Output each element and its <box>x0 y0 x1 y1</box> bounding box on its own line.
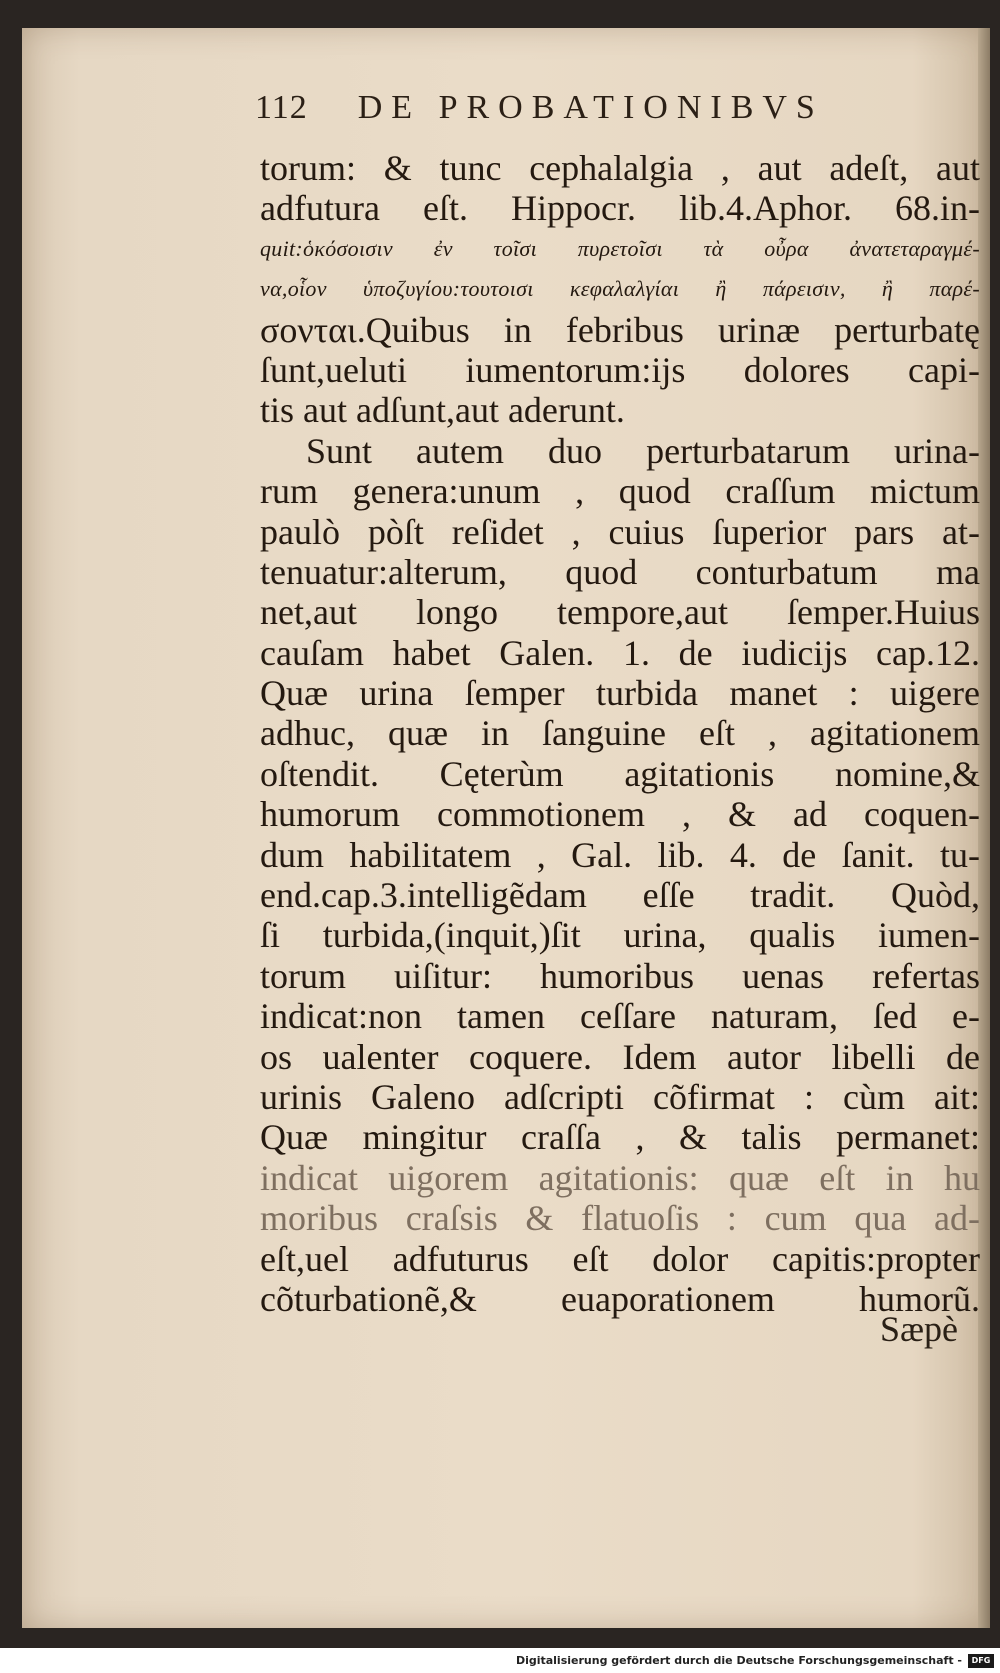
text-line: cauſam habet Galen. 1. de iudicijs cap.12. <box>260 632 980 673</box>
dfg-logo: DFG <box>968 1654 994 1668</box>
text-line: urinis Galeno adſcripti cõfirmat : cùm ait: <box>260 1076 980 1117</box>
text-line: tenuatur:alterum, quod conturbatum ma <box>260 551 980 592</box>
text-line: Quæ urina ſemper turbida manet : uigere <box>260 673 980 714</box>
text-line: net,aut longo tempore,aut ſemper.Huius <box>260 592 980 633</box>
catchword: Sæpè <box>880 1309 959 1349</box>
funding-credit: Digitalisierung gefördert durch die Deutsche Forschungsgemeinschaft - <box>515 1654 962 1667</box>
running-head: DE PROBATIONIBVS <box>357 89 824 126</box>
text-line: Quæ mingitur craſſa , & talis permanet: <box>260 1117 980 1158</box>
text-line: adhuc, quæ in ſanguine eſt , agitationem <box>260 713 980 754</box>
greek-text-line: quit:ὁκόσοισιν ἐν τοῖσι πυρετοῖσι τὰ οὖρα ἀνατεταραγμέ- <box>260 235 980 261</box>
paragraph-first-line: Sunt autem duo perturbatarum urina- <box>306 430 980 471</box>
text-line: oſtendit. Cęterùm agitationis nomine,& <box>260 753 980 794</box>
text-line: os ualenter coquere. Idem autor libelli de <box>260 1036 980 1077</box>
text-line: cõturbationẽ,& euaporationem humorũ. <box>260 1278 980 1319</box>
text-line: tis aut adſunt,aut aderunt. <box>260 390 625 431</box>
text-line: rum genera:unum , quod craſſum mictum <box>260 471 980 512</box>
text-line: torum uiſitur: humoribus uenas refertas <box>260 955 980 996</box>
greek-text-line: να,οἷον ὑποζυγίου:τουτοισι κεφαλαλγίαι ἢ πάρεισιν, ἢ παρέ- <box>260 276 980 302</box>
page-number: 112 <box>255 89 308 126</box>
text-line: paulò pòſt reſidet , cuius ſuperior pars at- <box>260 511 980 552</box>
body-text <box>260 148 980 1319</box>
text-line: torum: & tunc cephalalgia , aut adeſt, aut <box>260 148 980 188</box>
text-line: ſunt,ueluti iumentorum:ijs dolores capi- <box>260 349 980 390</box>
text-line: indicat:non tamen ceſſare naturam, ſed e- <box>260 996 980 1037</box>
text-line: ſi turbida,(inquit,)ſit urina, qualis iumen- <box>260 915 980 956</box>
faded-text-line: indicat uigorem agitationis: quæ eſt in hu <box>260 1157 980 1198</box>
text-line: dum habilitatem , Gal. lib. 4. de ſanit. tu- <box>260 834 980 875</box>
text-line: σονται.Quibus in febribus urinæ perturbatę <box>260 309 980 350</box>
text-line: adfutura eſt. Hippocr. lib.4.Aphor. 68.in- <box>260 188 980 229</box>
text-line: humorum commotionem , & ad coquen- <box>260 794 980 835</box>
text-line: eſt,uel adfuturus eſt dolor capitis:propter <box>260 1238 980 1279</box>
text-line: end.cap.3.intelligẽdam eſſe tradit. Quòd, <box>260 875 980 916</box>
page-header <box>255 78 975 138</box>
digitization-footer <box>0 1648 1000 1673</box>
faded-text-line: moribus craſsis & flatuoſis : cum qua ad- <box>260 1198 980 1239</box>
